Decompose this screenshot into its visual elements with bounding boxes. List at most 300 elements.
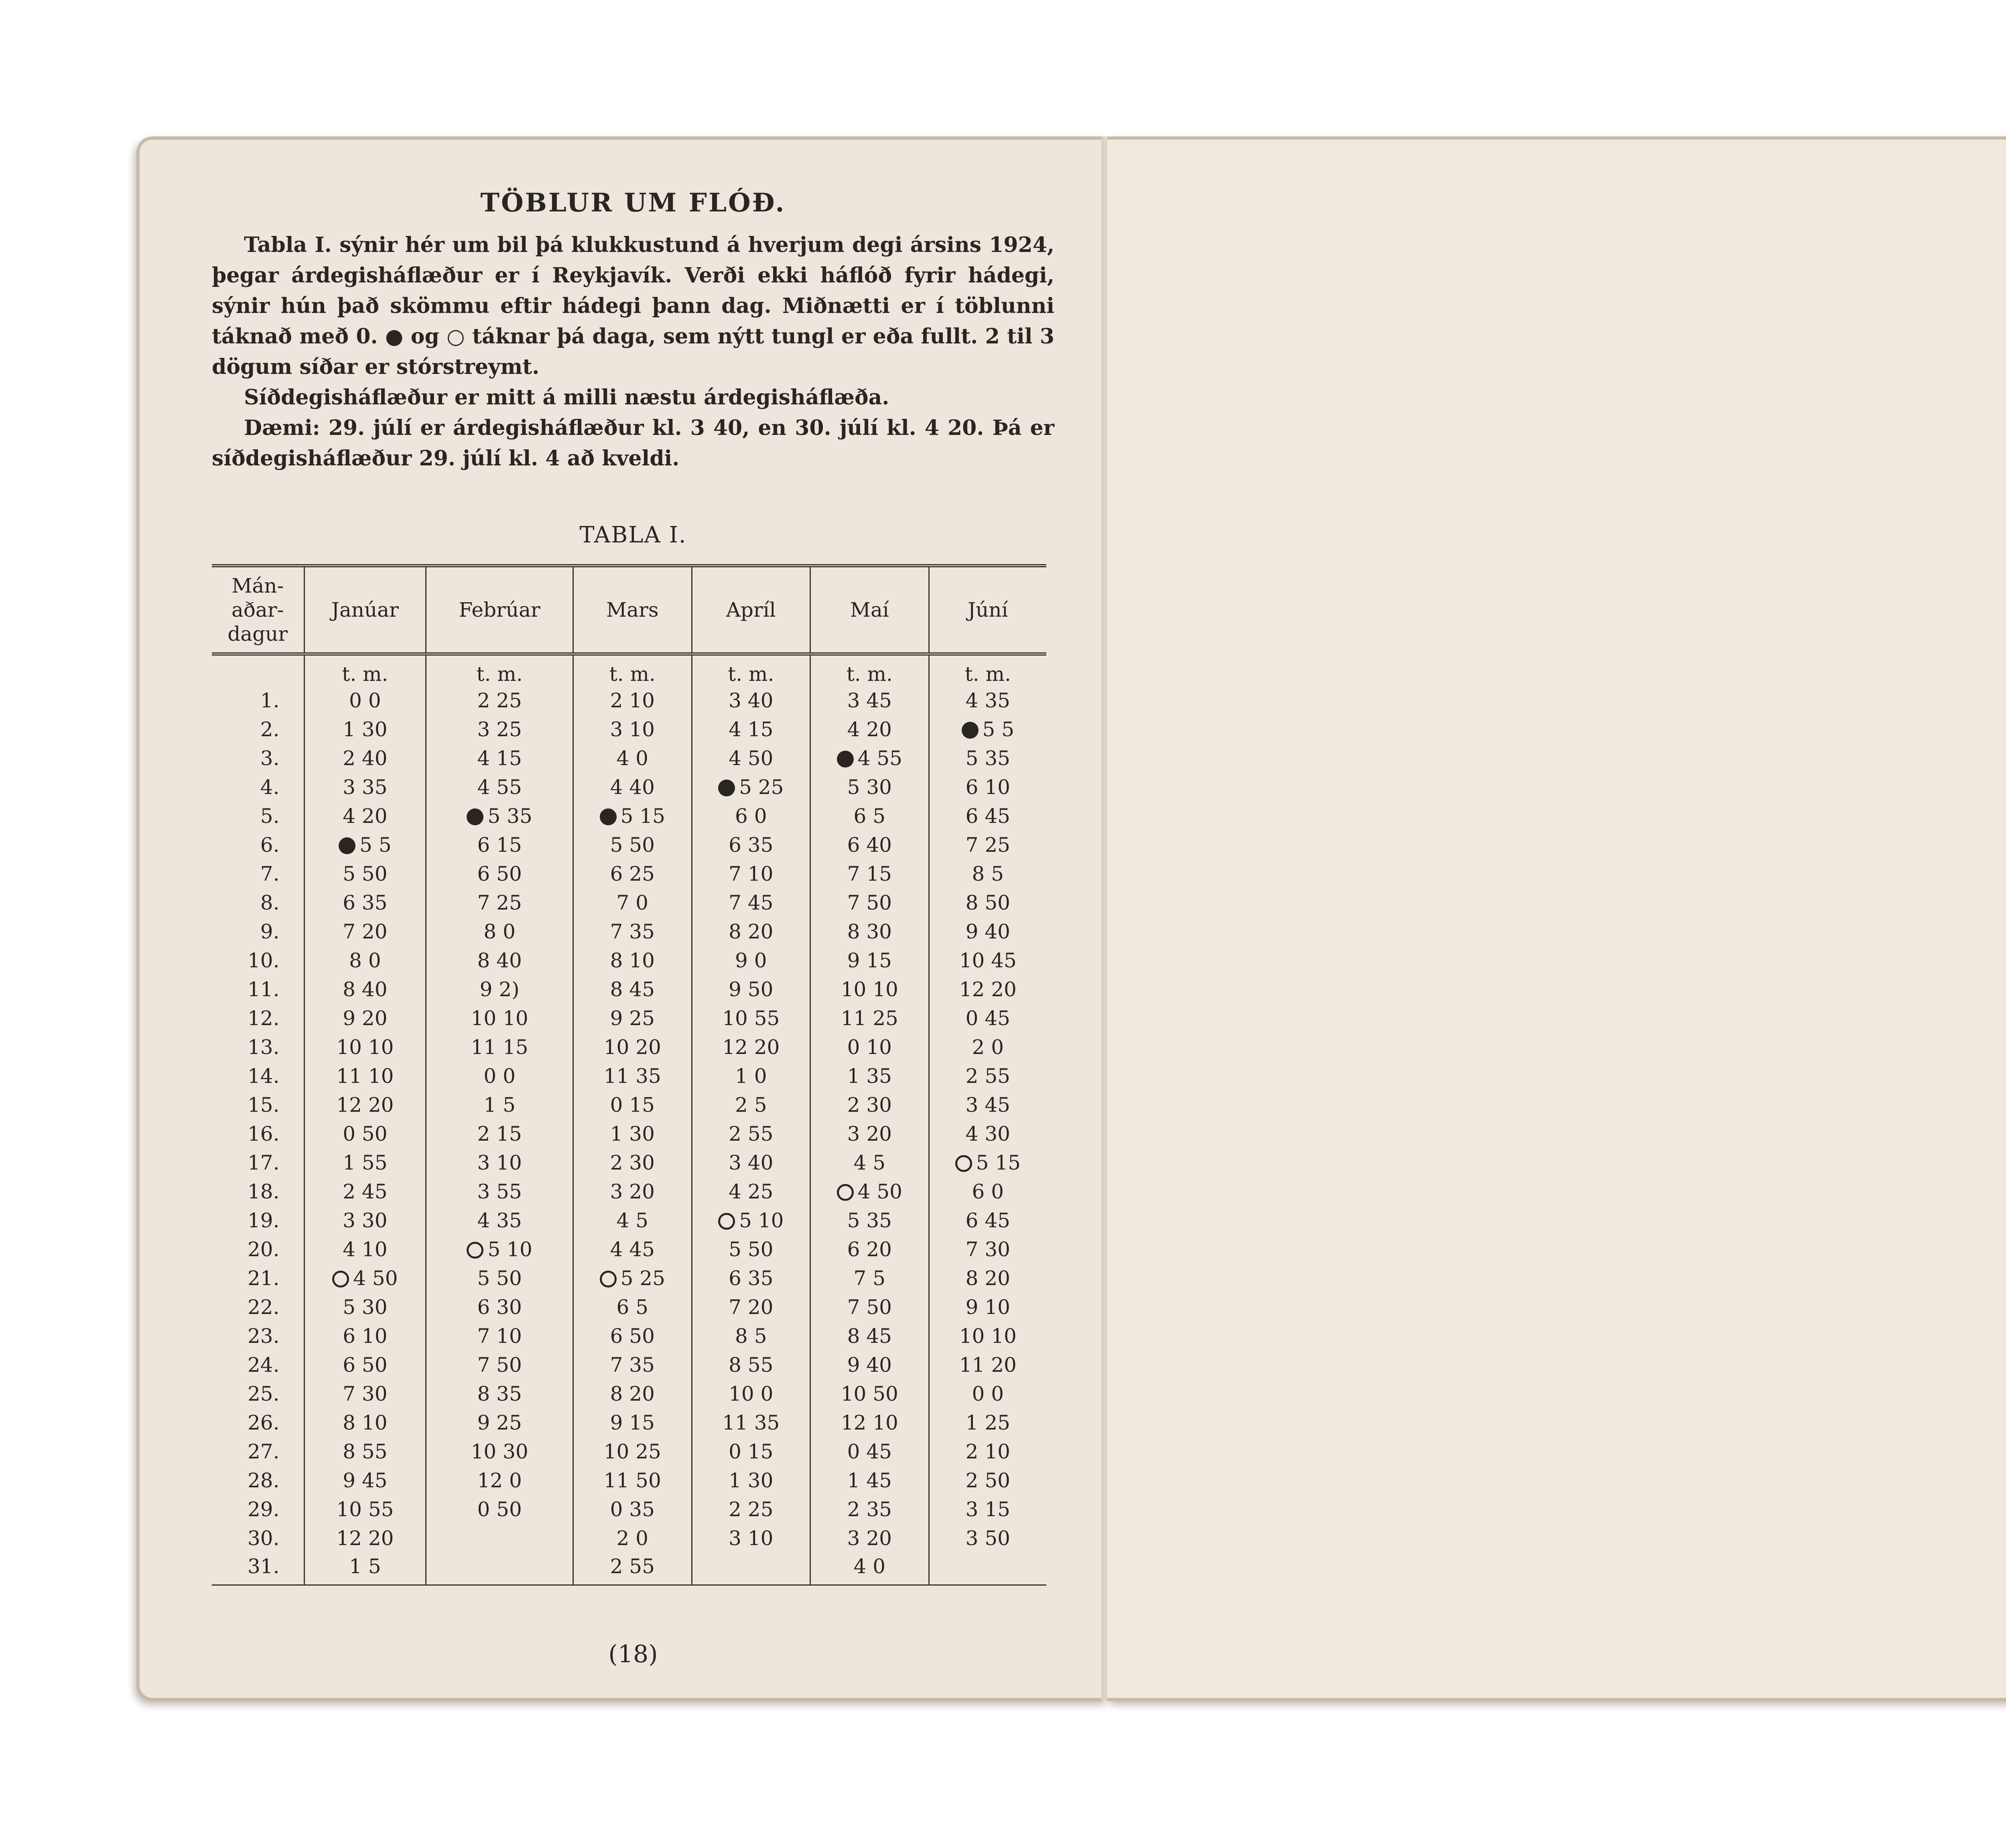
tide-time: 2 40 [343,747,388,770]
month-header: Maí [810,566,929,654]
tide-time-cell [929,802,1046,831]
tide-time: 4 0 [616,747,648,770]
table-row [212,1466,1046,1495]
tide-time: 1 25 [965,1411,1010,1434]
tide-time: 5 25 [620,1267,665,1290]
tide-time: 2 25 [477,689,522,712]
tide-time-cell [929,1148,1046,1177]
tide-time: 8 35 [477,1382,522,1405]
tide-time: 4 15 [477,747,522,770]
tide-time-cell [929,1322,1046,1350]
tide-time: 8 0 [483,920,516,943]
table-title: TABLA I. [579,522,687,548]
tide-time: 8 20 [965,1267,1010,1290]
table-row [212,946,1046,975]
tide-time: 3 10 [610,718,655,741]
tide-time-cell [692,831,810,859]
table-row [212,1524,1046,1553]
tide-time: 2 55 [965,1064,1010,1088]
page-number: (18) [608,1640,658,1668]
tide-time-cell [692,859,810,888]
tide-time-cell [426,946,573,975]
tide-time: 9 50 [729,978,774,1001]
tide-time: 4 55 [477,776,522,799]
tide-time: 8 40 [477,949,522,972]
tide-time: 5 10 [739,1209,784,1232]
tide-time-cell [573,917,692,946]
unit-label: t. m. [929,654,1046,686]
tide-time-cell [426,1495,573,1524]
tide-time-cell [692,1437,810,1466]
day-cell: 24. [247,1353,280,1377]
new-moon-icon [467,808,483,825]
new-moon-icon [962,722,979,739]
table-row [212,1322,1046,1350]
tide-time-cell [573,1119,692,1148]
tide-time-cell [692,888,810,917]
tide-time: 2 50 [965,1469,1010,1492]
tide-time-cell [810,831,929,859]
tide-time-cell [692,802,810,831]
month-header: Júní [929,566,1046,654]
tide-time: 5 50 [610,833,655,857]
tide-time: 3 10 [729,1527,774,1550]
tide-time-cell [929,1264,1046,1293]
tide-time: 10 0 [729,1382,774,1405]
unit-label: t. m. [426,654,573,686]
tide-time-cell [810,1350,929,1379]
tide-time-cell [810,1379,929,1408]
tide-time-cell [929,1524,1046,1553]
table-row [212,802,1046,831]
tide-time: 11 20 [959,1353,1017,1377]
tide-time-cell [573,1408,692,1437]
tide-time: 6 10 [965,776,1010,799]
tide-time: 11 50 [603,1469,661,1492]
tide-time-cell [929,1206,1046,1235]
tide-time: 4 50 [729,747,774,770]
tide-time: 4 5 [616,1209,648,1232]
tide-time-cell [304,1466,426,1495]
tide-time: 9 2) [479,978,520,1001]
table-row [212,1350,1046,1379]
tide-time: 6 25 [610,862,655,885]
tide-time-cell [929,946,1046,975]
table-row [212,1119,1046,1148]
tide-time: 6 50 [610,1324,655,1348]
tide-time: 5 5 [359,833,392,857]
tide-time-cell [426,773,573,802]
tide-time: 0 15 [610,1093,655,1117]
tide-time-cell [810,1408,929,1437]
tide-time-cell [304,686,426,715]
tide-time: 4 15 [729,718,774,741]
tide-time: 7 25 [477,891,522,914]
tide-time-cell [810,1466,929,1495]
intro-text [212,230,1054,474]
tide-time-cell [929,831,1046,859]
intro-paragraph: Síðdegisháflæður er mitt á milli næstu árdegisháflæða. [244,385,889,410]
tide-time: 6 0 [735,804,767,828]
tide-time-cell [426,1437,573,1466]
tide-time: 1 0 [735,1064,767,1088]
tide-time: 4 50 [857,1180,902,1203]
tide-time-cell [929,1033,1046,1062]
tide-time-cell [426,1004,573,1033]
tide-time: 7 45 [729,891,774,914]
full-moon-icon [600,1271,617,1288]
unit-label: t. m. [692,654,810,686]
tide-time-cell [929,1004,1046,1033]
tide-time: 1 55 [343,1151,388,1174]
tide-time: 4 35 [477,1209,522,1232]
month-header: Janúar [304,566,426,654]
tide-time: 8 20 [729,920,774,943]
tide-time-cell [692,1350,810,1379]
tide-time-cell [810,859,929,888]
day-cell: 22. [247,1296,280,1319]
tide-time: 4 20 [847,718,892,741]
tide-time-cell [573,1033,692,1062]
tide-time: 3 45 [847,689,892,712]
tide-time-cell [426,1322,573,1350]
tide-time-cell [426,917,573,946]
tide-time-cell [573,1091,692,1119]
page-title: TÖBLUR UM FLÓÐ. [480,188,786,218]
tide-time-cell [573,1264,692,1293]
tide-time: 7 10 [729,862,774,885]
tide-time: 7 15 [847,862,892,885]
tide-time: 6 50 [343,1353,388,1377]
tide-time-cell [304,859,426,888]
tide-time: 4 25 [729,1180,774,1203]
tide-time-cell [304,1495,426,1524]
table-row [212,1062,1046,1091]
tide-time: 9 25 [610,1007,655,1030]
tide-time: 2 55 [610,1555,655,1578]
tide-time: 4 10 [343,1238,388,1261]
open-booklet [136,136,2006,1701]
table-row [212,1408,1046,1437]
tide-time-cell [929,888,1046,917]
tide-time: 1 30 [729,1469,774,1492]
tide-time: 1 45 [847,1469,892,1492]
tide-time-cell [692,1495,810,1524]
table-row [212,1553,1046,1585]
table-row [212,1004,1046,1033]
tide-time-cell [304,1524,426,1553]
tide-time-cell [573,1379,692,1408]
tide-time: 9 40 [847,1353,892,1377]
tide-time: 0 0 [349,689,381,712]
tide-time: 0 45 [847,1440,892,1463]
tide-time: 11 35 [603,1064,661,1088]
tide-time: 7 25 [965,833,1010,857]
tide-time-cell [573,1062,692,1091]
tide-time-cell [304,1206,426,1235]
day-cell: 26. [247,1411,280,1434]
day-cell: 19. [247,1209,280,1232]
unit-label: t. m. [304,654,426,686]
tide-time: 4 50 [353,1267,398,1290]
tide-time-cell [692,1091,810,1119]
tide-time: 1 30 [610,1122,655,1145]
tide-time-cell [573,1004,692,1033]
tide-time: 5 30 [343,1296,388,1319]
tide-time: 3 15 [965,1498,1010,1521]
tide-time-cell [810,1524,929,1553]
tide-time: 7 50 [847,1296,892,1319]
tide-time-cell [692,917,810,946]
tide-time: 12 0 [477,1469,522,1492]
tide-time-cell [810,1264,929,1293]
tide-time-cell [573,1322,692,1350]
tide-time-cell [692,1119,810,1148]
table-body [212,654,1046,1585]
tide-time: 7 50 [847,891,892,914]
day-cell: 29. [247,1498,280,1521]
tide-time: 10 45 [959,949,1017,972]
tide-time-cell [929,744,1046,773]
units-cell-empty [212,654,304,686]
tide-time-cell [304,715,426,744]
tide-time-cell [426,1408,573,1437]
tide-time-cell [426,744,573,773]
table-row [212,1033,1046,1062]
day-cell: 15. [247,1093,280,1117]
tide-time: 6 35 [729,833,774,857]
intro-paragraph: Tabla I. sýnir hér um bil þá klukkustund á hverjum degi ársins 1924, þegar árdegisháflæður er í Reykjavík. Verði ekki háflóð fyrir hádegi, sýnir hún það skömmu eftir hádegi þann dag. Miðnætti er í töblunni táknað með 0. ● og ○ táknar þá daga, sem nýtt tungl er eða fullt. 2 til 3 dögum síðar er stórstreymt. [212,233,1054,379]
tide-time: 5 15 [976,1151,1021,1174]
tide-time-cell [304,773,426,802]
tide-time: 11 25 [841,1007,898,1030]
tide-time-cell [573,1350,692,1379]
tide-time: 3 25 [477,718,522,741]
day-cell: 1. [260,689,280,712]
table-row [212,1264,1046,1293]
tide-time-cell [573,802,692,831]
tide-time: 5 5 [982,718,1015,741]
tide-time: 3 30 [343,1209,388,1232]
tide-time-cell [810,1004,929,1033]
tide-time: 0 45 [965,1007,1010,1030]
tide-time: 3 55 [477,1180,522,1203]
tide-time-cell [426,1466,573,1495]
tide-time-cell [692,1553,810,1585]
tide-time: 6 5 [616,1296,648,1319]
tide-time-cell [810,1177,929,1206]
tide-time: 7 30 [343,1382,388,1405]
tide-time-cell [304,1033,426,1062]
tide-time: 11 15 [471,1036,528,1059]
tide-time: 5 35 [487,804,532,828]
tide-time-cell [692,744,810,773]
tide-time-cell [810,686,929,715]
tide-time-cell [573,975,692,1004]
tide-time: 12 20 [336,1527,394,1550]
tide-time: 7 5 [853,1267,886,1290]
tide-time-cell [692,1235,810,1264]
tide-time-cell [573,686,692,715]
tide-time: 8 5 [972,862,1004,885]
tide-time-cell [573,1235,692,1264]
tide-time-cell [573,1466,692,1495]
tide-time-cell [304,1322,426,1350]
tide-time: 2 55 [729,1122,774,1145]
tide-time-cell [929,975,1046,1004]
tide-time: 7 35 [610,1353,655,1377]
tide-time: 0 35 [610,1498,655,1521]
tide-time-cell [929,1062,1046,1091]
tide-time: 2 45 [343,1180,388,1203]
day-cell: 9. [260,920,280,943]
tide-time-cell [304,1235,426,1264]
month-header: Febrúar [426,566,573,654]
tide-time-cell [929,715,1046,744]
tide-time-cell [426,1033,573,1062]
tide-time-cell [573,1177,692,1206]
tide-time: 4 55 [857,747,902,770]
tide-time: 2 15 [477,1122,522,1145]
table-row [212,1437,1046,1466]
tide-time-cell [929,1091,1046,1119]
tide-time-cell [810,1553,929,1585]
tide-time: 8 10 [343,1411,388,1434]
tide-time: 3 45 [965,1093,1010,1117]
tide-time: 2 30 [847,1093,892,1117]
tide-time: 4 5 [853,1151,886,1174]
table-row [212,744,1046,773]
tide-time-cell [426,975,573,1004]
tide-time-cell [810,1322,929,1350]
tide-time: 2 30 [610,1151,655,1174]
full-moon-icon [837,1184,854,1201]
tide-time: 0 0 [483,1064,516,1088]
tide-time: 5 30 [847,776,892,799]
day-cell: 14. [247,1064,280,1088]
tide-time: 8 50 [965,891,1010,914]
tide-time: 1 5 [483,1093,516,1117]
tide-time-cell [810,888,929,917]
tide-time-cell [573,1553,692,1585]
tide-time-cell [810,1148,929,1177]
tide-time: 1 30 [343,718,388,741]
tide-time: 12 20 [722,1036,780,1059]
tide-time: 8 10 [610,949,655,972]
tide-time-cell [426,1235,573,1264]
table-row [212,831,1046,859]
tide-time-cell [929,1437,1046,1466]
tide-time: 8 20 [610,1382,655,1405]
tide-time-cell [692,1293,810,1322]
table-row [212,917,1046,946]
tide-time-cell [426,1553,573,1585]
tide-time-cell [810,975,929,1004]
tide-time-cell [692,773,810,802]
tide-time-cell [810,744,929,773]
tide-time-cell [573,1437,692,1466]
tide-time: 5 10 [487,1238,532,1261]
tide-time: 10 50 [841,1382,898,1405]
tide-time-cell [929,1293,1046,1322]
tide-time-cell [304,917,426,946]
tide-time: 9 20 [343,1007,388,1030]
unit-label: t. m. [573,654,692,686]
tide-time: 8 5 [735,1324,767,1348]
tide-time-cell [304,1091,426,1119]
tide-time: 4 40 [610,776,655,799]
tide-time: 8 45 [610,978,655,1001]
tide-time: 4 0 [853,1555,886,1578]
month-header: Apríl [692,566,810,654]
tide-time: 3 20 [847,1527,892,1550]
tide-time: 7 30 [965,1238,1010,1261]
tide-time: 3 50 [965,1527,1010,1550]
tide-time: 3 10 [477,1151,522,1174]
tide-time-cell [426,1148,573,1177]
tide-time-cell [692,1033,810,1062]
intro-paragraph: Dæmi: 29. júlí er árdegisháflæður kl. 3 40, en 30. júlí kl. 4 20. Þá er síðdegisháflæður 29. júlí kl. 4 að kveldi. [212,416,1054,471]
tide-time-cell [692,1148,810,1177]
tide-time: 4 20 [343,804,388,828]
month-header: Mars [573,566,692,654]
table-row [212,686,1046,715]
tide-time-cell [810,773,929,802]
tide-time-cell [692,975,810,1004]
day-cell: 2. [260,718,280,741]
day-cell: 16. [247,1122,280,1145]
table-row [212,1206,1046,1235]
tide-time-cell [692,715,810,744]
day-cell: 30. [247,1527,280,1550]
tide-time-cell [573,744,692,773]
table-row [212,1293,1046,1322]
tide-time-cell [304,888,426,917]
tide-time-cell [929,1553,1046,1585]
day-cell: 3. [260,747,280,770]
tide-time-cell [929,917,1046,946]
tide-time-cell [426,1524,573,1553]
tide-time: 9 10 [965,1296,1010,1319]
tide-time-cell [810,1033,929,1062]
tide-time-cell [810,1206,929,1235]
day-cell: 7. [260,862,280,885]
tide-time: 5 35 [847,1209,892,1232]
tide-time-cell [810,1062,929,1091]
unit-label: t. m. [810,654,929,686]
tide-time: 8 40 [343,978,388,1001]
tide-time-cell [929,1177,1046,1206]
tide-time-cell [810,1235,929,1264]
table-row [212,975,1046,1004]
tide-time: 10 30 [471,1440,528,1463]
tide-time-cell [573,946,692,975]
tide-time: 10 10 [841,978,898,1001]
tide-time: 5 50 [477,1267,522,1290]
tide-time-cell [426,1293,573,1322]
tide-time: 6 50 [477,862,522,885]
tide-time: 6 15 [477,833,522,857]
tide-time: 4 45 [610,1238,655,1261]
tide-time: 5 35 [965,747,1010,770]
tide-time: 10 10 [959,1324,1017,1348]
day-cell: 6. [260,833,280,857]
tide-time-cell [426,802,573,831]
tide-time-cell [573,888,692,917]
tide-time: 0 15 [729,1440,774,1463]
day-cell: 10. [247,949,280,972]
day-cell: 20. [247,1238,280,1261]
